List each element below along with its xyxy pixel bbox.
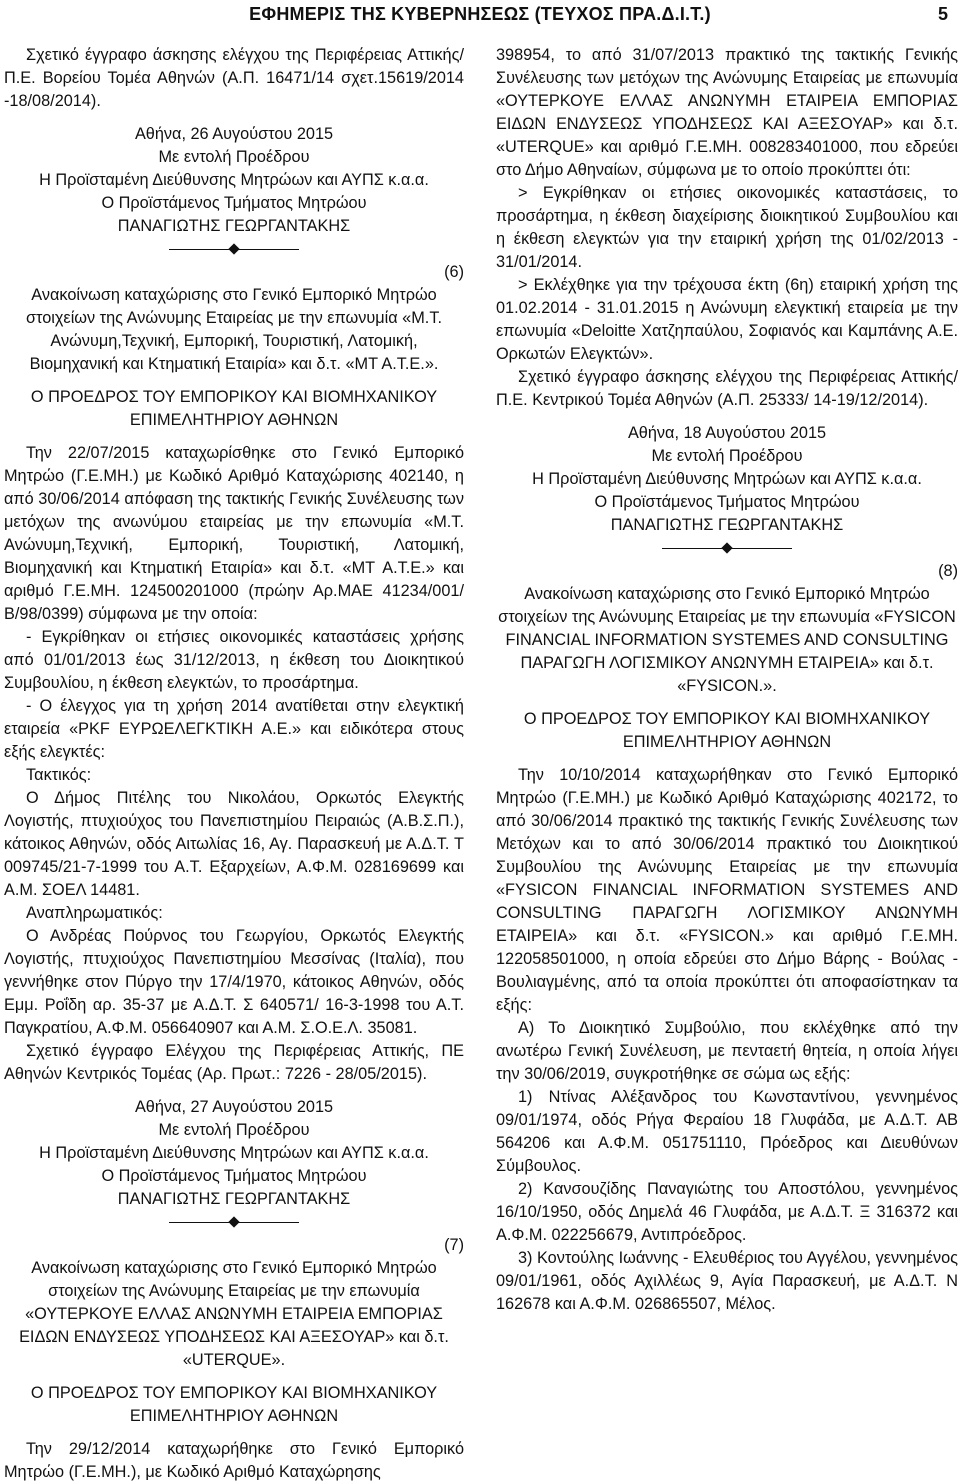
authority-line-2: ΕΠΙΜΕΛΗΤΗΡΙΟΥ ΑΘΗΝΩΝ [129, 411, 339, 429]
auditor-substitute: Ο Ανδρέας Πούρνος του Γεωργίου, Ορκωτός Ελεγκτής Λογιστής, πτυχιούχος Πανεπιστημίου Μεσσίνας (Ιταλία), που γεννήθηκε στον Πύργο την 17/4/1970, κάτοικος Αθηνών, οδός Εμμ. Ροΐδη αρ. 35-37 με Α.Δ.Τ. Σ 640571/ 16-3-1998 του Α.Τ. Παγκρατίου, Α.Φ.Μ. 056640907 και Α.Μ. Σ.Ο.Ε.Λ. 35081. [4, 927, 464, 1037]
signature-director: Η Προϊσταμένη Διεύθυνσης Μητρώων και ΑΥΠΣ κ.α.α. [39, 1144, 429, 1162]
page-header [0, 0, 960, 34]
signature-head: Ο Προϊστάμενος Τμήματος Μητρώου [101, 194, 367, 212]
notice-reference: Σχετικό έγγραφο άσκησης ελέγχου της Περιφέρειας Αττικής/ Π.Ε. Κεντρικού Τομέα Αθηνών (Α.Π. 25333/ 14-19/12/2014). [496, 368, 958, 409]
notice-body-continued: 398954, το από 31/07/2013 πρακτικό της τακτικής Γενικής Συνέλευσης των μετόχων της Ανώνυμης Εταιρείας με επωνυμία «ΟΥΤΕΡΚΟΥΕ ΕΛΛΑΣ ΑΝΩΝΥΜΗ ΕΤΑΙΡΕΙΑ ΕΜΠΟΡΙΑΣ ΕΙΔΩΝ ΕΝΔΥΣΕΩΣ ΥΠΟΔΗΣΕΩΣ ΚΑΙ ΑΞΕΣΟΥΑΡ» και δ.τ. «UTERQUE» και αριθμό Γ.Ε.ΜΗ. 008283401000, που εδρεύει στο Δήμο Αθηναίων, σύμφωνα με το οποίο προκύπτει ότι: [496, 46, 958, 179]
board-member: 1) Ντίνας Αλέξανδρος του Κωνσταντίνου, γεννημένος 09/01/1974, οδός Ρήγα Φεραίου 18 Γλυφάδα, με Α.Δ.Τ. ΑΒ 564206 και Α.Φ.Μ. 051751110, Πρόεδρος και Διευθύνων Σύμβουλος. [496, 1088, 958, 1175]
diamond-ornament-icon [228, 243, 239, 254]
notice-number: (7) [444, 1236, 464, 1254]
signature-block-2 [4, 1096, 464, 1211]
signature-date: Αθήνα, 27 Αυγούστου 2015 [134, 1098, 334, 1116]
right-column [496, 44, 958, 1316]
signature-name: ΠΑΝΑΓΙΩΤΗΣ ΓΕΩΡΓΑΝΤΑΚΗΣ [117, 217, 351, 235]
notice-item: Α) Το Διοικητικό Συμβούλιο, που εκλέχθηκε από την ανωτέρω Γενική Συνέλευση, με πενταετή θητεία, η οποία λήγει την 30/06/2019, συγκροτήθηκε σε σώμα ως εξής: [496, 1019, 958, 1083]
intro-reference: Σχετικό έγγραφο άσκησης ελέγχου της Περιφέρειας Αττικής/ Π.Ε. Βορείου Τομέα Αθηνών (Α.Π. 16471/14 σχετ.15619/2014 -18/08/2014). [4, 46, 464, 110]
signature-head: Ο Προϊστάμενος Τμήματος Μητρώου [101, 1167, 367, 1185]
board-member: 2) Κανσουζίδης Παναγιώτης του Αποστόλου, γεννημένος 16/10/1950, οδός Δημελά 46 Γλυφάδα, με Α.Δ.Τ. Ξ 316372 και Α.Φ.Μ. 022256679, Αντιπρόεδρος. [496, 1180, 958, 1244]
signature-by-order: Με εντολή Προέδρου [158, 1121, 310, 1139]
auditor-regular: Ο Δήμος Πιτέλης του Νικολάου, Ορκωτός Ελεγκτής Λογιστής, πτυχιούχος του Πανεπιστημίου Πειραιώς (Α.Β.Σ.Π.), κάτοικος Αθηνών, οδός Αιτωλίας 16, Αγ. Παρασκευή με Α.Δ.Τ. Τ 009745/21-7-1999 του Α.Τ. Εξαρχείων, Α.Φ.Μ. 028169699 και Α.Μ. ΣΟΕΛ 14481. [4, 789, 464, 899]
notice-body: Την 10/10/2014 καταχωρήθηκαν στο Γενικό Εμπορικό Μητρώο (Γ.Ε.ΜΗ.) με Κωδικό Αριθμό Καταχώρισης 402172, το από 30/06/2014 πρακτικό της τακτικής Γενικής Συνέλευσης των Μετόχων και το από 30/06/2014 πρακτικό του Διοικητικού Συμβουλίου της Ανώνυμης Εταιρείας με την επωνυμία «FYSICON FINANCIAL INFORMATION SYSTEMES AND CONSULTING ΠΑΡΑΓΩΓΗ ΛΟΓΙΣΜΙΚΟΥ ΑΝΩΝΥΜΗ ΕΤΑΙΡΕΙΑ» και δ.τ. «FYSICON.» και αριθμό Γ.Ε.ΜΗ. 122058501000, η οποία εδρεύει στο Δήμο Βάρης - Βούλας - Βουλιαγμένης, από τα οποία προκύπτει ότι αποφασίστηκαν τα εξής: [496, 766, 958, 1014]
signature-by-order: Με εντολή Προέδρου [651, 447, 803, 465]
authority-line-2: ΕΠΙΜΕΛΗΤΗΡΙΟΥ ΑΘΗΝΩΝ [622, 733, 832, 751]
authority-line-1: Ο ΠΡΟΕΔΡΟΣ ΤΟΥ ΕΜΠΟΡΙΚΟΥ ΚΑΙ ΒΙΟΜΗΧΑΝΙΚΟΥ [30, 1384, 438, 1402]
signature-block-1 [4, 123, 464, 238]
signature-head: Ο Προϊστάμενος Τμήματος Μητρώου [594, 493, 860, 511]
signature-by-order: Με εντολή Προέδρου [158, 148, 310, 166]
notice-number: (8) [938, 562, 958, 580]
notice-title: Ανακοίνωση καταχώρισης στο Γενικό Εμπορικό Μητρώο στοιχείων της Ανώνυμης Εταιρείας με την επωνυμία «ΟΥΤΕΡΚΟΥΕ ΕΛΛΑΣ ΑΝΩΝΥΜΗ ΕΤΑΙΡΕΙΑ ΕΜΠΟΡΙΑΣ ΕΙΔΩΝ ΕΝΔΥΣΕΩΣ ΥΠΟΔΗΣΕΩΣ ΚΑΙ ΑΞΕΣΟΥΑΡ» και δ.τ. «UTERQUE». [19, 1259, 449, 1369]
notice-number: (6) [444, 263, 464, 281]
signature-date: Αθήνα, 26 Αυγούστου 2015 [134, 125, 334, 143]
authority-line-2: ΕΠΙΜΕΛΗΤΗΡΙΟΥ ΑΘΗΝΩΝ [129, 1407, 339, 1425]
section-separator [4, 1211, 464, 1234]
authority-line-1: Ο ΠΡΟΕΔΡΟΣ ΤΟΥ ΕΜΠΟΡΙΚΟΥ ΚΑΙ ΒΙΟΜΗΧΑΝΙΚΟΥ [523, 710, 931, 728]
authority-line-1: Ο ΠΡΟΕΔΡΟΣ ΤΟΥ ΕΜΠΟΡΙΚΟΥ ΚΑΙ ΒΙΟΜΗΧΑΝΙΚΟΥ [30, 388, 438, 406]
diamond-ornament-icon [721, 542, 732, 553]
signature-director: Η Προϊσταμένη Διεύθυνσης Μητρώων και ΑΥΠΣ κ.α.α. [39, 171, 429, 189]
section-separator [4, 238, 464, 261]
auditor-label-substitute: Αναπληρωματικός: [26, 904, 163, 922]
notice-item: - Εγκρίθηκαν οι ετήσιες οικονομικές καταστάσεις χρήσης από 01/01/2013 έως 31/12/2013, η έκθεση του Διοικητικού Συμβουλίου, η έκθεση ελεγκτών, το προσάρτημα. [4, 628, 464, 692]
auditor-label-regular: Τακτικός: [26, 766, 92, 784]
board-member: 3) Κοντούλης Ιωάννης - Ελευθέριος του Αγγέλου, γεννημένος 09/01/1961, οδός Αχιλλέως 9, Αγία Παρασκευή, με Α.Δ.Τ. Ν 162678 και Α.Φ.Μ. 026865507, Μέλος. [496, 1249, 958, 1313]
page-number: 5 [937, 4, 948, 24]
notice-reference: Σχετικό έγγραφο Ελέγχου της Περιφέρειας Αττικής, ΠΕ Αθηνών Κεντρικός Τομέας (Αρ. Πρωτ.: 7226 - 28/05/2015). [4, 1042, 464, 1083]
signature-date: Αθήνα, 18 Αυγούστου 2015 [627, 424, 827, 442]
diamond-ornament-icon [228, 1216, 239, 1227]
section-separator [496, 537, 958, 560]
signature-name: ΠΑΝΑΓΙΩΤΗΣ ΓΕΩΡΓΑΝΤΑΚΗΣ [117, 1190, 351, 1208]
notice-item: > Εγκρίθηκαν οι ετήσιες οικονομικές καταστάσεις, το προσάρτημα, η έκθεση διαχείρισης διοικητικού Συμβουλίου και η έκθεση ελεγκτών για την εταιρική χρήση της 01/02/2013 - 31/01/2014. [496, 184, 958, 271]
gazette-title: ΕΦΗΜΕΡΙΣ ΤΗΣ ΚΥΒΕΡΝΗΣΕΩΣ (ΤΕΥΧΟΣ ΠΡΑ.Δ.Ι.Τ.) [249, 4, 711, 24]
notice-title: Ανακοίνωση καταχώρισης στο Γενικό Εμπορικό Μητρώο στοιχείων της Ανώνυμης Εταιρείας με την επωνυμία «FYSICON FINANCIAL INFORMATION SYSTEMES AND CONSULTING ΠΑΡΑΓΩΓΗ ΛΟΓΙΣΜΙΚΟΥ ΑΝΩΝΥΜΗ ΕΤΑΙΡΕΙΑ» και δ.τ. «FYSICON.». [498, 585, 956, 695]
signature-block-3 [496, 422, 958, 537]
notice-body: Την 22/07/2015 καταχωρίσθηκε στο Γενικό Εμπορικό Μητρώο (Γ.Ε.ΜΗ.) με Κωδικό Αριθμό Καταχώρισης 402140, η από 30/06/2014 απόφαση της τακτικής Γενικής Συνέλευσης των μετόχων της ανωνύμου εταιρείας με την επωνυμία «Μ.Τ. Ανώνυμη,Τεχνική, Εμπορική, Τουριστική, Λατομική, Βιομηχανική και Κτηματική Εταιρία» και δ.τ. «ΜΤ Α.Τ.Ε.» και αριθμό Γ.Ε.ΜΗ. 124500201000 (πρώην Αρ.ΜΑΕ 41234/001/Β/98/0399) σύμφωνα με την οποία: [4, 444, 464, 623]
signature-name: ΠΑΝΑΓΙΩΤΗΣ ΓΕΩΡΓΑΝΤΑΚΗΣ [610, 516, 844, 534]
left-column [4, 44, 464, 1484]
notice-title: Ανακοίνωση καταχώρισης στο Γενικό Εμπορικό Μητρώο στοιχείων της Ανώνυμης Εταιρείας με την επωνυμία «Μ.Τ. Ανώνυμη,Τεχνική, Εμπορική, Τουριστική, Λατομική, Βιομηχανική και Κτηματική Εταιρία» και δ.τ. «ΜΤ Α.Τ.Ε.». [25, 286, 443, 373]
notice-item: > Εκλέχθηκε για την τρέχουσα έκτη (6η) εταιρική χρήση της 01.02.2014 - 31.01.2015 η Ανώνυμη ελεγκτική εταιρεία με την επωνυμία «Deloitte Χατζηπαύλου, Σοφιανός και Καμπάνης Α.Ε. Ορκωτών Ελεγκτών». [496, 276, 958, 363]
notice-body: Την 29/12/2014 καταχωρήθηκε στο Γενικό Εμπορικό Μητρώο (Γ.Ε.ΜΗ.), με Κωδικό Αριθμό Καταχώρησης [4, 1440, 464, 1481]
notice-item: - Ο έλεγχος για τη χρήση 2014 ανατίθεται στην ελεγκτική εταιρεία «PKF ΕΥΡΩΕΛΕΓΚΤΙΚΗ Α.Ε.» και ειδικότερα στους εξής ελεγκτές: [4, 697, 464, 761]
signature-director: Η Προϊσταμένη Διεύθυνσης Μητρώων και ΑΥΠΣ κ.α.α. [532, 470, 922, 488]
